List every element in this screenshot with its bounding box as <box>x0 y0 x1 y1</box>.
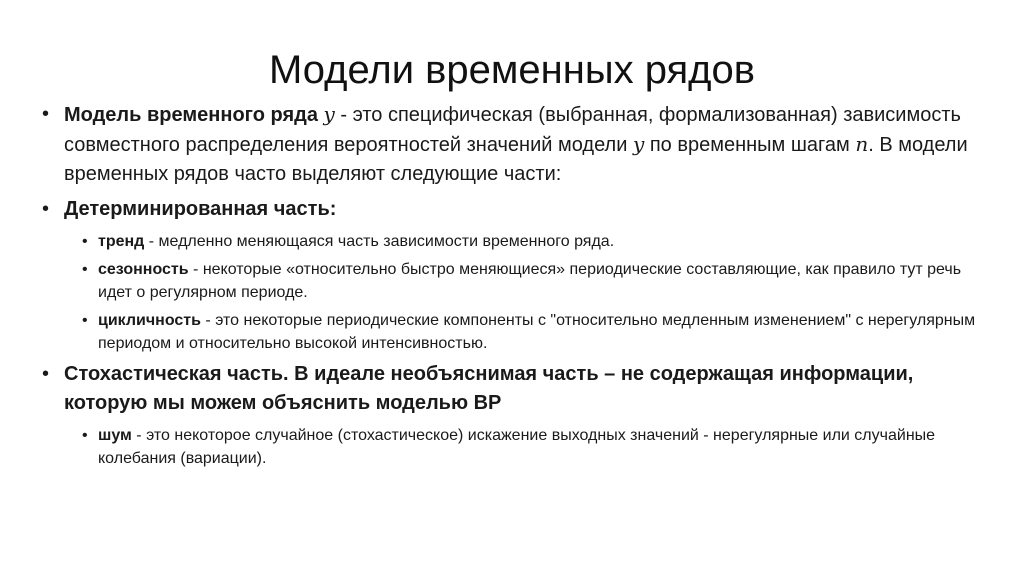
term-cyclicity: цикличность <box>98 312 201 329</box>
text-noise: - это некоторое случайное (стохастическое) искажение выходных значений - нерегулярные или случайные колебания (вариации). <box>98 427 936 467</box>
term-deterministic: Детерминированная часть: <box>64 198 337 220</box>
var-y: y <box>323 102 335 126</box>
bullet-icon: • <box>42 103 50 125</box>
bullet-icon: • <box>42 363 50 385</box>
sub-bullet-noise <box>42 424 992 470</box>
sub-bullet-seasonality <box>42 258 992 304</box>
text-part-2: по временным шагам <box>644 134 856 156</box>
var-y-2: y <box>632 132 645 156</box>
text-seasonality: - некоторые «относительно быстро меняющиеся» периодические составляющие, как правило тут речь идет о регулярном периоде. <box>98 261 962 301</box>
term-seasonality: сезонность <box>98 261 189 278</box>
sub-bullet-trend <box>42 230 992 253</box>
bullet-icon: • <box>42 198 50 220</box>
term-model: Модель временного ряда <box>64 104 318 126</box>
bullet-icon: • <box>82 427 88 444</box>
term-trend: тренд <box>98 233 145 250</box>
var-n: n <box>855 132 869 156</box>
bullet-deterministic <box>42 195 992 224</box>
sub-bullet-cyclicity <box>42 309 992 355</box>
slide-content <box>42 100 992 475</box>
bullet-icon: • <box>82 312 88 329</box>
term-noise: шум <box>98 427 132 444</box>
text-part-1: - это специфическая (выбранная, формализованная) зависимость совместного распределения вероятностей значений модели <box>64 104 961 156</box>
bullet-model-definition <box>42 100 992 189</box>
bullet-icon: • <box>82 233 88 250</box>
text-cyclicity: - это некоторые периодические компоненты с "относительно медленным изменением" с нерегулярным периодом и относительно высокой интенсивностью. <box>98 312 976 352</box>
bullet-icon: • <box>82 261 88 278</box>
bullet-stochastic <box>42 360 992 418</box>
text-part-3: . В модели временных рядов часто выделяют следующие части: <box>64 134 968 185</box>
term-stochastic: Стохастическая часть. В идеале необъяснимая часть – не содержащая информации, которую мы можем объяснить моделью ВР <box>64 363 914 414</box>
text-trend: - медленно меняющаяся часть зависимости временного ряда. <box>144 233 615 250</box>
slide-title: Модели временных рядов <box>268 48 755 92</box>
